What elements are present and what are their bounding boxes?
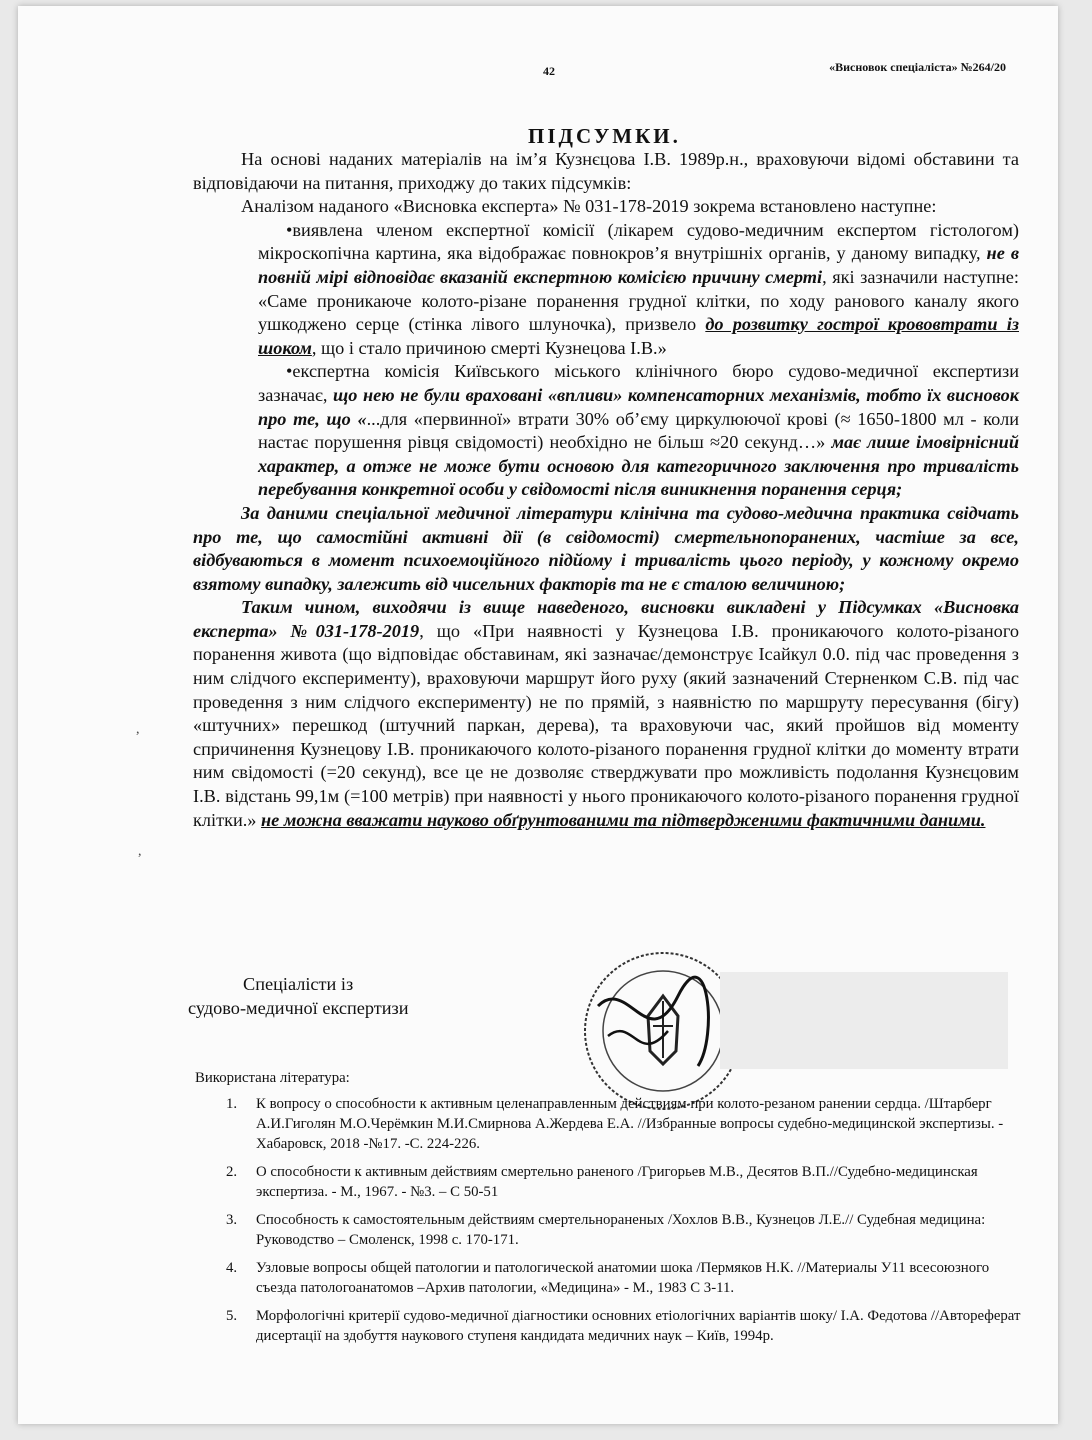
- conclusions-body: [193, 148, 1019, 832]
- list-item-number: 3.: [226, 1212, 238, 1228]
- literature-title: Використана література:: [195, 1070, 350, 1086]
- bullet-icon: •: [286, 219, 293, 240]
- list-item: [193, 1210, 1025, 1250]
- literature-paragraph: За даними спеціальної медичної літератури клінічна та судово-медична практика свідчать про те, що самостійні активні дії (в свідомості) смертельнопоранених, частіше за все, відбуваються в момент психоемоційного підйому і тривалість цього періоду, у кожному окремо взятому випадку, залежить від чисельних факторів та не є сталою величиною;: [193, 502, 1019, 594]
- bullet1-text-e: , що і стало причиною смерті Кузнецова І.В.»: [311, 337, 667, 358]
- list-item-number: 5.: [226, 1308, 238, 1324]
- list-item: [193, 1162, 1025, 1202]
- document-page: [18, 6, 1058, 1424]
- conclusion-emphasis: Таким чином, виходячи із вище наведеного, висновки викладені у Підсумках «Висновка експерта» №031-178-2019: [193, 597, 1019, 641]
- margin-mark: ,: [138, 844, 142, 859]
- list-item-text: Узловые вопросы общей патологии и патологической анатомии шока /Пермяков Н.К. //Материалы У11 всесоюзного съезда патологоанатомов –Архив патологии, «Медицина» - М., 1983 С 3-11.: [256, 1260, 990, 1296]
- signature-line-1: Спеціалісти із: [243, 974, 354, 994]
- signature-line-2: судово-медичної експертизи: [188, 998, 409, 1018]
- signature-block: [188, 972, 409, 1020]
- intro-paragraph: На основі наданих матеріалів на ім’я Кузнєцова І.В. 1989р.н., враховуючи відомі обставини та відповідаючи на питання, приходжу до таких підсумків:: [193, 149, 1019, 193]
- list-item-number: 4.: [226, 1260, 238, 1276]
- conclusion-final: не можна вважати науково обґрунтованими та підтвердженими фактичними даними.: [261, 809, 986, 830]
- redaction-box: [720, 972, 1008, 1069]
- list-item-text: О способности к активным действиям смертельно раненого /Григорьев М.В., Десятов В.П.//Судебно-медицинская экспертиза. - М., 1967. - №3. – С 50-51: [256, 1164, 978, 1200]
- list-item-text: К вопросу о способности к активным целенаправленным действиям при колото-резаном ранении сердца. /Штарберг А.И.Гиголян М.О.Черёмкин М.И.Смирнова А.Жердева Е.А. //Избранные вопросы судебно-медицинской экспертизы. - Хабаровск, 2018 -№17. -С. 224-226.: [256, 1096, 1004, 1152]
- bullet2-emphasis-b: що нею не були враховані «впливи» компенсаторних механізмів, тобто їх висновок про те, що «: [258, 384, 1020, 429]
- bullet2-emphasis-d: має лише імовірнісний характер, а отже не може бути основою для категоричного заключення про тривалість перебування конкретної особи у свідомості після виникнення поранення серця;: [258, 432, 1019, 500]
- page-number: 42: [543, 64, 555, 78]
- margin-mark: ,: [136, 722, 140, 737]
- list-item-number: 1.: [226, 1096, 238, 1112]
- bullet-item-2: [193, 360, 1019, 502]
- list-item: [193, 1306, 1025, 1346]
- list-item: [193, 1258, 1025, 1298]
- list-item-number: 2.: [226, 1164, 238, 1180]
- literature-section: [193, 1068, 1025, 1354]
- conclusion-paragraph: [193, 596, 1019, 832]
- list-item: [193, 1094, 1025, 1154]
- bullet1-emphasis: не в повній мірі відповідає вказаній експертною комісією причину смерті: [258, 243, 1019, 287]
- bullet1-text-c: , які зазначили наступне: «Саме проникаюче колото-різане поранення грудної клітки, по ходу ранового каналу якого ушкоджено серце (стінка лівого шлуночка), призвело: [258, 266, 1019, 335]
- bullet2-text-a: експертна комісія Київського міського клінічного бюро судово-медичної експертизи зазначає,: [258, 361, 1019, 405]
- bullet1-text-a: виявлена членом експертної комісії (лікарем судово-медичним експертом гістологом) мікроскопічна картина, яка відображає повнокров’я внутрішніх органів, у даному випадку,: [258, 219, 1019, 264]
- document-reference: «Висновок спеціаліста» №264/20: [829, 60, 1006, 74]
- bullet-icon: •: [286, 361, 293, 382]
- bullet2-text-c: ...для «первинної» втрати 30% об’єму циркулюючої крові (≈ 1650-1800 мл - коли настає порушення рівця свідомості) необхідно не більш ≈20 секунд…»: [258, 408, 1019, 453]
- bullet1-underlined: до розвитку гострої крововтрати із шоком: [258, 314, 1019, 358]
- list-item-text: Способность к самостоятельным действиям смертельнораненых /Хохлов В.В., Кузнецов Л.Е.// Судебная медицина: Руководство – Смоленск, 1998 с. 170-171.: [256, 1212, 986, 1248]
- conclusion-quote: , що «При наявності у Кузнецова І.В. проникаючого колото-різаного поранення живота (що відповідає обставинам, які зазначає/демонструє Ісайкул 0.0. під час проведення з ним слідчого експерименту), враховуючи маршрут його руху (який зазначений Стерненком С.В. під час проведення з ним слідчого експерименту) не по прямій, з наявністю по маршруту пересування (бігу) «штучних» перешкод (штучний паркан, дерева), та враховуючи час, який пройшов від моменту спричинення Кузнецову І.В. проникаючого колото-різаного поранення грудної клітки до моменту втрати ним свідомості (=20 секунд), все це не дозволяє стверджувати про можливість подолання Кузнєцовим І.В. відстань 99,1м (=100 метрів) при наявності у нього проникаючого колото-різаного поранення грудної клітки.»: [193, 620, 1020, 830]
- bullet-item-1: [193, 219, 1019, 361]
- literature-list: [193, 1094, 1025, 1346]
- section-title: ПІДСУМКИ.: [528, 124, 681, 148]
- list-item-text: Морфологічні критерії судово-медичної діагностики основних етіологічних варіантів шоку/ І.А. Федотова //Автореферат дисертації на здобуття наукового ступеня кандидата медичних наук – Київ, 1994р.: [256, 1308, 1021, 1344]
- analysis-paragraph: Аналізом наданого «Висновка експерта» № 031-178-2019 зокрема встановлено наступне:: [241, 196, 937, 217]
